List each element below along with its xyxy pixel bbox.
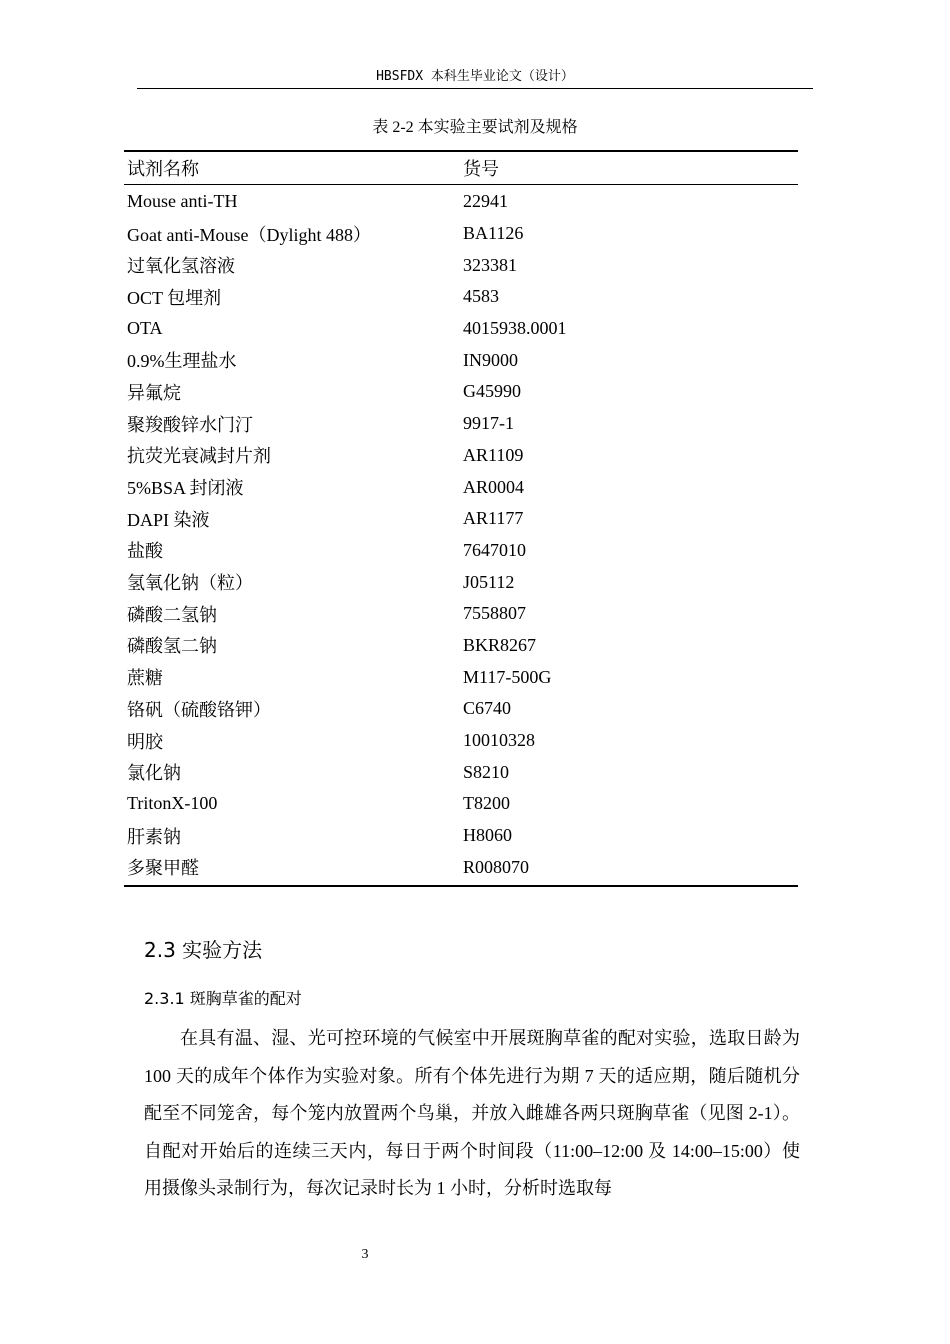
table-row (124, 249, 798, 281)
reagent-name-cell: 0.9%生理盐水 (127, 351, 237, 372)
catalog-number-cell: 10010328 (463, 730, 535, 751)
table-row (124, 408, 798, 440)
body-paragraph: 在具有温、湿、光可控环境的气候室中开展斑胸草雀的配对实验，选取日龄为 100 天的成年个体作为实验对象。所有个体先进行为期 7 天的适应期，随后随机分配至不同笼舍，每个笼内放置两个鸟巢，并放入雌雄各两只斑胸草雀（见图 2-1）。自配对开始后的连续三天内，每日于两个时间段（11:00–12:00 及 14:00–15:00）使用摄像头录制行为，每次记录时长为 1 小时，分析时选取每 (144, 1028, 800, 1198)
reagent-name-cell: 抗荧光衰减封片剂 (127, 446, 271, 467)
reagent-name-cell: 磷酸二氢钠 (127, 604, 217, 625)
table-body (124, 185, 798, 885)
catalog-number-cell: C6740 (463, 698, 512, 719)
reagent-name-cell: 氯化钠 (127, 763, 181, 784)
table-caption: 表 2-2 本实验主要试剂及规格 (372, 119, 578, 136)
page-header: HBSFDX 本科生毕业论文（设计） (137, 68, 813, 89)
table-row (124, 313, 798, 345)
reagent-name-cell: Goat anti-Mouse（Dylight 488） (127, 224, 371, 245)
table-row (124, 598, 798, 630)
table-header-row (124, 152, 798, 185)
catalog-number-cell: M117-500G (463, 666, 552, 687)
catalog-number-cell: 323381 (463, 254, 517, 275)
table-row (124, 471, 798, 503)
catalog-number-cell: BKR8267 (463, 634, 537, 655)
reagent-name-cell: 聚羧酸锌水门汀 (127, 414, 253, 435)
page-number: 3 (361, 1247, 369, 1262)
reagent-name-cell: DAPI 染液 (127, 509, 210, 530)
table-row (124, 851, 798, 883)
reagent-name-cell: Mouse anti-TH (127, 191, 238, 212)
table-row (124, 693, 798, 725)
table-row (124, 820, 798, 852)
reagent-name-cell: OTA (127, 318, 163, 339)
reagent-name-cell: 明胶 (127, 731, 163, 752)
reagent-name-cell: TritonX-100 (127, 793, 218, 814)
table-row (124, 725, 798, 757)
reagent-name-cell: 肝素钠 (127, 826, 181, 847)
table-row (124, 503, 798, 535)
table-row (124, 376, 798, 408)
catalog-number-cell: BA1126 (463, 223, 524, 244)
table-row (124, 344, 798, 376)
catalog-number-cell: AR1109 (463, 444, 524, 465)
catalog-number-cell: 7558807 (463, 603, 526, 624)
catalog-number-cell: AR1177 (463, 508, 524, 529)
reagent-name-cell: 5%BSA 封闭液 (127, 478, 244, 499)
catalog-number-cell: S8210 (463, 761, 510, 782)
table-row (124, 535, 798, 567)
reagent-name-cell: 异氟烷 (127, 382, 181, 403)
column-header-code: 货号 (463, 159, 499, 179)
table-row (124, 788, 798, 820)
catalog-number-cell: AR0004 (463, 476, 525, 497)
catalog-number-cell: H8060 (463, 825, 512, 846)
table-row (124, 440, 798, 472)
section-title: 2.3 实验方法 (144, 938, 263, 962)
reagent-name-cell: 铬矾（硫酸铬钾） (127, 699, 271, 720)
catalog-number-cell: IN9000 (463, 349, 518, 370)
catalog-number-cell: J05112 (463, 571, 515, 592)
catalog-number-cell: T8200 (463, 793, 510, 814)
catalog-number-cell: 4015938.0001 (463, 318, 567, 339)
catalog-number-cell: 9917-1 (463, 413, 514, 434)
column-header-name: 试剂名称 (127, 159, 199, 179)
catalog-number-cell: 7647010 (463, 539, 526, 560)
reagent-name-cell: OCT 包埋剂 (127, 287, 222, 308)
reagent-name-cell: 多聚甲醛 (127, 858, 199, 879)
table-row (124, 186, 798, 218)
table-row (124, 661, 798, 693)
reagent-name-cell: 蔗糖 (127, 668, 163, 689)
catalog-number-cell: R008070 (463, 856, 530, 877)
reagent-name-cell: 氢氧化钠（粒） (127, 573, 253, 594)
catalog-number-cell: 22941 (463, 191, 508, 212)
table-row (124, 630, 798, 662)
table-row (124, 218, 798, 250)
catalog-number-cell: 4583 (463, 286, 499, 307)
table-row (124, 566, 798, 598)
reagent-table (124, 150, 798, 887)
reagent-name-cell: 过氧化氢溶液 (127, 256, 235, 277)
table-row (124, 756, 798, 788)
reagent-name-cell: 磷酸氢二钠 (127, 636, 217, 657)
catalog-number-cell: G45990 (463, 381, 521, 402)
reagent-name-cell: 盐酸 (127, 541, 163, 562)
subsection-title: 2.3.1 斑胸草雀的配对 (144, 989, 302, 1008)
table-row (124, 281, 798, 313)
